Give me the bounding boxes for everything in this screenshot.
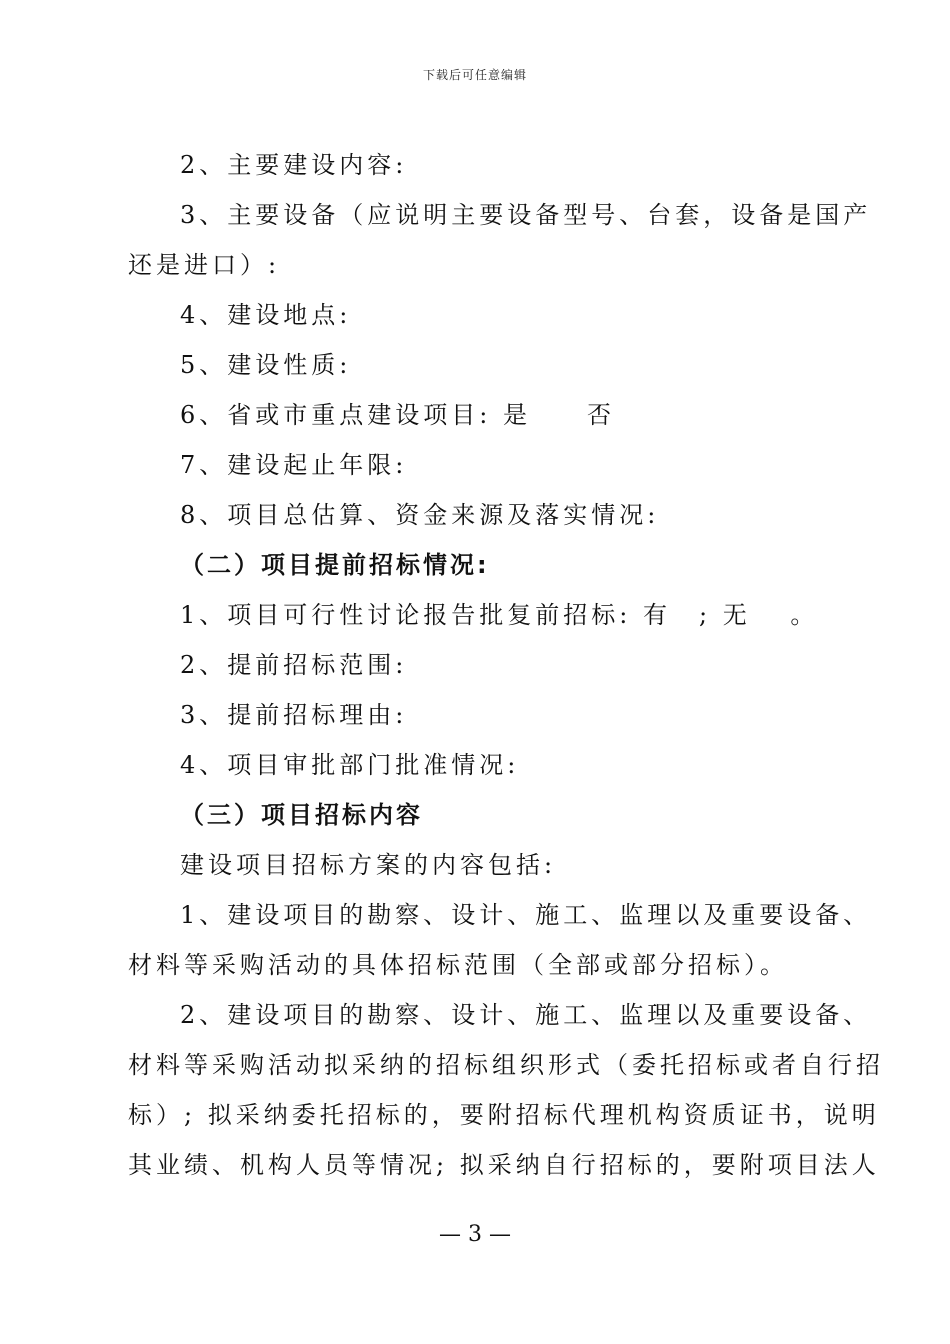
- paragraph-scope-2-cont: [128, 1140, 880, 1190]
- paragraph-main-content: [128, 140, 828, 190]
- paragraph-estimate: [128, 490, 828, 540]
- paragraph-scope-2: [128, 990, 872, 1040]
- line: 2、主要建设内容:: [180, 151, 408, 179]
- paragraph-advance-reason: [128, 690, 828, 740]
- line: 标）; 拟采纳委托招标的，要附招标代理机构资质证书，说明: [128, 1101, 880, 1129]
- line: 建设项目招标方案的内容包括:: [180, 851, 557, 879]
- paragraph-nature: [128, 340, 828, 390]
- paragraph-location: [128, 290, 828, 340]
- line: 1、建设项目的勘察、设计、施工、监理以及重要设备、: [180, 901, 872, 929]
- line: 2、建设项目的勘察、设计、施工、监理以及重要设备、: [180, 1001, 872, 1029]
- line: 1、项目可行性讨论报告批复前招标: 有 ; 无 。: [180, 601, 819, 629]
- paragraph-scope-1: [128, 890, 872, 940]
- line: 材料等采购活动的具体招标范围（全部或部分招标）。: [128, 951, 788, 979]
- paragraph-period: [128, 440, 828, 490]
- paragraph-approval: [128, 740, 828, 790]
- paragraph-main-equipment-cont: [128, 240, 828, 290]
- line: 还是进口）:: [128, 251, 281, 279]
- line: 3、提前招标理由:: [180, 701, 408, 729]
- section-heading-bidding-content: [128, 790, 828, 840]
- paragraph-plan-contents: [128, 840, 828, 890]
- paragraph-scope-1-cont: [128, 940, 828, 990]
- line: 5、建设性质:: [180, 351, 352, 379]
- paragraph-advance-scope: [128, 640, 828, 690]
- line: 2、提前招标范围:: [180, 651, 408, 679]
- document-body: [128, 140, 884, 1190]
- line: 7、建设起止年限:: [180, 451, 408, 479]
- line: 其业绩、机构人员等情况; 拟采纳自行招标的，要附项目法人: [128, 1151, 880, 1179]
- line: 8、项目总估算、资金来源及落实情况:: [180, 501, 660, 529]
- line: （三）项目招标内容: [180, 801, 423, 829]
- line: 材料等采购活动拟采纳的招标组织形式（委托招标或者自行招: [128, 1051, 884, 1079]
- line: 3、主要设备（应说明主要设备型号、台套，设备是国产: [180, 201, 872, 229]
- paragraph-scope-2-cont: [128, 1040, 884, 1090]
- line: 4、项目审批部门批准情况:: [180, 751, 520, 779]
- paragraph-scope-2-cont: [128, 1090, 880, 1140]
- line: 6、省或市重点建设项目: 是 否: [180, 401, 615, 429]
- section-heading-advance-bidding: [128, 540, 828, 590]
- page-header-note: 下载后可任意编辑: [422, 68, 527, 82]
- paragraph-main-equipment: [128, 190, 872, 240]
- paragraph-key-project: [128, 390, 828, 440]
- line: （二）项目提前招标情况:: [180, 551, 490, 579]
- page-number: — 3 —: [439, 1222, 511, 1247]
- paragraph-feasibility: [128, 590, 828, 640]
- line: 4、建设地点:: [180, 301, 352, 329]
